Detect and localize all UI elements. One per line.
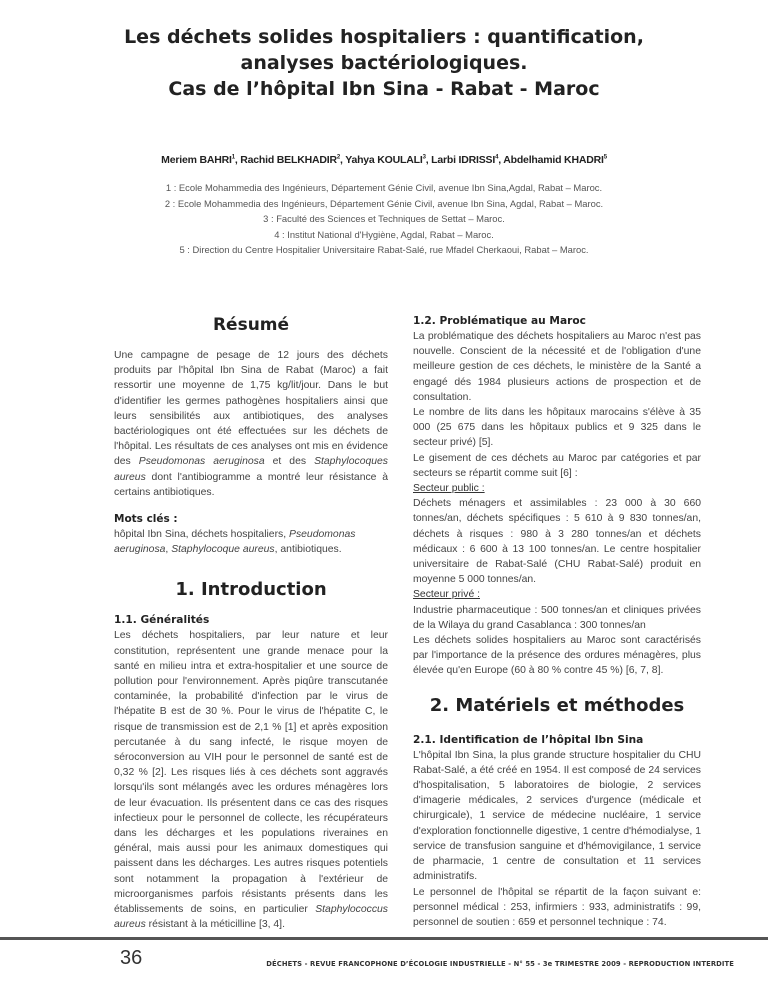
problematique-heading: 1.2. Problématique au Maroc bbox=[413, 315, 586, 327]
author: Yahya KOULALI$^3$ bbox=[345, 154, 426, 166]
author: Meriem BAHRI$^1$ bbox=[161, 154, 235, 166]
footer-rule bbox=[0, 937, 768, 940]
keywords-text: hôpital Ibn Sina, déchets hospitaliers, Pseudomonas aeruginosa, Staphylocoque aureus, antibiotiques. bbox=[114, 529, 356, 556]
identification-heading: 2.1. Identification de l’hôpital Ibn Sina bbox=[413, 733, 644, 746]
public-sector-label: Secteur public : bbox=[413, 483, 485, 495]
title-line: Cas de l’hôpital Ibn Sina - Rabat - Maroc bbox=[168, 78, 600, 100]
affiliations bbox=[0, 180, 768, 258]
paragraph: Industrie pharmaceutique : 500 tonnes/an et cliniques privées de la Wilaya du grand Casablanca : 300 tonnes/an bbox=[413, 604, 701, 631]
author: Rachid BELKHADIR$^2$ bbox=[240, 154, 340, 166]
paragraph: Déchets ménagers et assimilables : 23 000 à 30 660 tonnes/an, déchets spécifiques : 5 610 à 9 830 tonnes/an, déchets à risques : 980 à 3 280 tonnes/an et déchets médicaux : 6 600 à 13 100 tonnes/an. Le centre hospitalier universitaire de Rabat-Salé (CHU Rabat-Salé) produit en moyenne 5 000 tonnes/an. bbox=[413, 498, 701, 586]
journal-footer: DÉCHETS - REVUE FRANCOPHONE D’ÉCOLOGIE INDUSTRIELLE - N° 55 - 3e TRIMESTRE 2009 - REPRODUCTION INTERDITE bbox=[266, 960, 734, 968]
paragraph: L'hôpital Ibn Sina, la plus grande structure hospitalier du CHU Rabat-Salé, a été créé en 1954. Il est composé de 24 services d'hospitalisation, 5 laboratoires de biologie, 2 services d'imagerie médicales, 2 services d'urgence (médicale et chirurgicale), 1 service de médecine nucléaire, 1 service d'exploration fonctionnelle digestive, 1 centre d'hémodialyse, 1 service de transfusion sanguine et d'hémovigilance, 1 service de pharmacie, 1 centre de consultation et 11 services administratifs. bbox=[413, 749, 701, 883]
author: Abdelhamid KHADRI$^5$ bbox=[503, 154, 607, 166]
problematique-section bbox=[413, 314, 701, 679]
abstract-section bbox=[114, 314, 388, 557]
affiliation: 1 : Ecole Mohammedia des Ingénieurs, Département Génie Civil, avenue Ibn Sina,Agdal, Rabat – Maroc. bbox=[165, 182, 603, 193]
right-column bbox=[413, 314, 701, 930]
title-line: Les déchets solides hospitaliers : quantification, bbox=[124, 26, 644, 48]
introduction-text: Les déchets hospitaliers, par leur nature et leur constitution, représentent une grande menace pour la santé en milieu intra et extra-hospitalier et une source de pollution pour l'environnement. Après piqûre transcutanée contaminée, la probabilité d'infection par le virus de l'hépatite B est de 30 %. Pour le virus de l'hépatite C, le risque de transmission est de 2,1 % [1] et après exposition percutanée à du sang infecté, le risque moyen de séroconversion au VIH pour le personnel de santé est de 0,32 % [2]. Les risques liés à ces déchets sont aggravés lorsqu'ils sont mélangés avec les ordures ménagères lors de leur évacuation. Ils présentent dans ce cas des risques infectieux pour le personnel de collecte, les récupérateurs dans les décharges et les populations riveraines en général, mais aussi pour les animaux domestiques qui paissent dans les décharges. Les autres risques potentiels sont notamment la propagation à l'extérieur de microorganismes parfois résistants présents dans les établissements de soins, en particulier Staphylococcus aureus résistant à la méticilline [3, 4]. bbox=[114, 630, 388, 931]
paragraph: Les déchets solides hospitaliers au Maroc sont caractérisés par l'importance de la présence des ordures ménagères, plus élevée qu'en Europe (60 à 80 % contre 45 %) [6, 7, 8]. bbox=[413, 635, 701, 677]
private-sector-label: Secteur privé : bbox=[413, 589, 480, 601]
author: Larbi IDRISSI$^4$ bbox=[431, 154, 499, 166]
paragraph: Le nombre de lits dans les hôpitaux marocains s'élève à 35 000 (25 675 dans les hôpitaux publics et 9 325 dans le secteur privé) [5]. bbox=[413, 407, 701, 449]
article-title bbox=[0, 24, 768, 102]
methods-section bbox=[413, 695, 701, 930]
abstract-text: Une campagne de pesage de 12 jours des déchets produits par l'hôpital Ibn Sina de Rabat (Maroc) a fait ressortir une moyenne de 1,75 kg/lit/jour. Dans le but d'identifier les germes pathogènes hospitaliers ainsi que leurs sensibilités aux antibiotiques, des analyses bactériologiques ont été effectuées sur les déchets de l'hôpital. Les résultats de ces analyses ont mis en évidence des Pseudomonas aeruginosa et des Staphylocoques aureus dont l'antibiogramme a montré leur résistance à certains antibiotiques. bbox=[114, 350, 389, 498]
methods-heading: 2. Matériels et méthodes bbox=[429, 694, 685, 716]
page-number: 36 bbox=[120, 947, 143, 969]
left-column bbox=[114, 314, 388, 933]
paragraph: La problématique des déchets hospitaliers au Maroc n'est pas nouvelle. Conscient de la nécessité et de l'obligation d'une meilleure gestion de ces déchets, le ministère de la Santé a engagé dés 1984 plusieurs actions de prospection et de consultation. bbox=[413, 331, 701, 403]
abstract-heading: Résumé bbox=[212, 315, 290, 335]
paragraph: Le gisement de ces déchets au Maroc par catégories et par secteurs se répartit comme suit [6] : bbox=[413, 452, 701, 479]
affiliation: 4 : Institut National d'Hygiène, Agdal, Rabat – Maroc. bbox=[274, 228, 494, 240]
generalites-heading: 1.1. Généralités bbox=[114, 614, 210, 627]
affiliation: 5 : Direction du Centre Hospitalier Universitaire Rabat-Salé, rue Mfadel Cherkaoui, Rabat – Maroc. bbox=[179, 244, 589, 255]
introduction-section bbox=[114, 579, 388, 932]
title-line: analyses bactériologiques. bbox=[240, 52, 528, 74]
paragraph: Le personnel de l'hôpital se répartit de la façon suivant e: personnel médical : 253, infirmiers : 933, administratifs : 99, personnel de soutien : 659 et personnel technique : 74. bbox=[413, 886, 701, 928]
keywords-label: Mots clés : bbox=[114, 513, 178, 526]
affiliation: 3 : Faculté des Sciences et Techniques de Settat – Maroc. bbox=[263, 213, 505, 224]
affiliation: 2 : Ecole Mohammedia des Ingénieurs, Département Génie Civil, avenue Ibn Sina, Agdal, Rabat – Maroc. bbox=[164, 197, 604, 209]
author-list: Meriem BAHRI$^1$, Rachid BELKHADIR$^2$, Yahya KOULALI$^3$, Larbi IDRISSI$^4$, Abdelhamid KHADRI$^5$ bbox=[161, 154, 607, 166]
introduction-heading: 1. Introduction bbox=[175, 579, 327, 601]
